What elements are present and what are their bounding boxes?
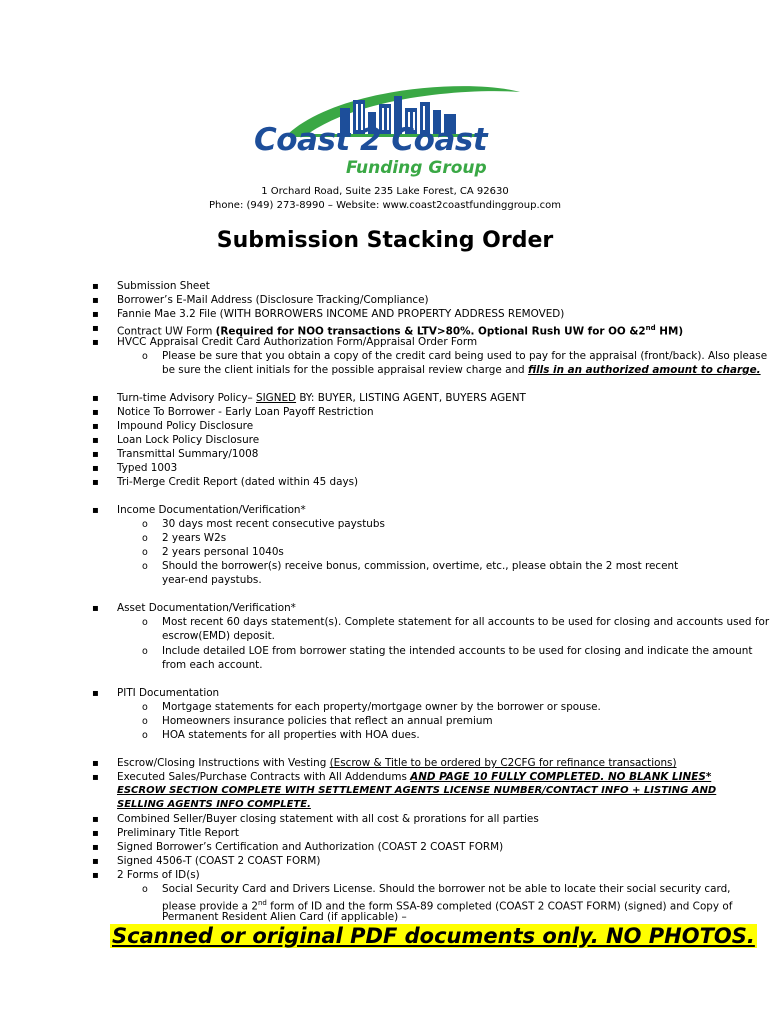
bullet-marker [92, 756, 99, 771]
bullet-marker [92, 475, 99, 490]
sub-list-item: Most recent 60 days statement(s). Complete statement for all accounts to be used for closing and accounts used for [162, 616, 770, 628]
bullet-marker [92, 503, 99, 518]
page-title: Submission Stacking Order [216, 228, 554, 253]
sub-bullet-marker [142, 531, 148, 546]
bullet-marker [92, 840, 99, 855]
bullet-marker [92, 293, 99, 308]
item-text: please provide a 2 [162, 900, 258, 913]
item-emphasis-text: AND PAGE 10 FULLY COMPLETED. NO BLANK LINES* [410, 771, 712, 783]
bullet-marker [92, 868, 99, 883]
sub-list-item: Mortgage statements for each property/mortgage owner by the borrower or spouse. [162, 701, 601, 713]
company-contact: Phone: (949) 273-8990 – Website: www.coast2coastfundinggroup.com [208, 200, 561, 211]
item-text: Executed Sales/Purchase Contracts with All Addendums [117, 771, 411, 783]
bullet-marker [92, 601, 99, 616]
list-item: PITI Documentation [117, 687, 220, 699]
sub-list-item: Include detailed LOE from borrower stating the intended accounts to be used for closing and indicate the amount [162, 645, 753, 657]
item-text: Contract UW Form [117, 325, 216, 338]
item-underline-text: SIGNED [256, 392, 297, 404]
list-item: Transmittal Summary/1008 [117, 448, 259, 460]
list-item: Impound Policy Disclosure [117, 420, 254, 432]
sub-list-item: 30 days most recent consecutive paystubs [162, 518, 385, 530]
bullet-marker [92, 279, 99, 294]
company-address: 1 Orchard Road, Suite 235 Lake Forest, CA 92630 [261, 186, 509, 197]
footer-note: Scanned or original PDF documents only. NO PHOTOS. [112, 924, 755, 948]
bullet-marker [92, 854, 99, 869]
sub-list-item-cont: escrow(EMD) deposit. [162, 630, 275, 642]
item-underline-text: (Escrow & Title to be ordered by C2CFG for refinance transactions) [329, 757, 677, 769]
sub-list-item-cont: year-end paystubs. [162, 574, 262, 586]
list-item: Submission Sheet [117, 280, 210, 292]
bullet-marker [92, 447, 99, 462]
list-item: Preliminary Title Report [117, 827, 239, 839]
sub-list-item: 2 years W2s [162, 532, 227, 544]
bullet-marker [92, 461, 99, 476]
sub-bullet-marker [142, 517, 148, 532]
list-item [117, 770, 711, 784]
item-text: Escrow/Closing Instructions with Vesting [117, 757, 330, 769]
sub-list-item: Should the borrower(s) receive bonus, commission, overtime, etc., please obtain the 2 most recent [162, 560, 679, 572]
item-superscript: nd [257, 899, 267, 907]
bullet-marker [92, 686, 99, 701]
list-item: Income Documentation/Verification* [117, 504, 306, 516]
list-item: Notice To Borrower - Early Loan Payoff Restriction [117, 406, 374, 418]
item-text: BY: BUYER, LISTING AGENT, BUYERS AGENT [296, 392, 526, 404]
bullet-marker [92, 419, 99, 434]
bullet-marker [92, 433, 99, 448]
sub-list-item: HOA statements for all properties with HOA dues. [162, 729, 420, 741]
bullet-marker [92, 812, 99, 827]
item-text: be sure the client initials for the possible appraisal review charge and [162, 364, 528, 376]
sub-bullet-marker [142, 644, 148, 659]
list-item: Fannie Mae 3.2 File (WITH BORROWERS INCOME AND PROPERTY ADDRESS REMOVED) [117, 308, 565, 320]
list-item: HVCC Appraisal Credit Card Authorization Form/Appraisal Order Form [117, 336, 478, 348]
list-item: 2 Forms of ID(s) [117, 869, 200, 881]
logo-line2: Funding Group [346, 158, 487, 178]
item-text: Turn-time Advisory Policy– [117, 392, 256, 404]
list-item [117, 756, 677, 770]
sub-bullet-marker [142, 700, 148, 715]
bullet-marker [92, 335, 99, 350]
sub-list-item: Homeowners insurance policies that reflect an annual premium [162, 715, 493, 727]
sub-list-item-cont [162, 363, 761, 377]
list-item: Signed 4506-T (COAST 2 COAST FORM) [117, 855, 321, 867]
item-bold-text: (Required for NOO transactions & LTV>80%. Optional Rush UW for OO &2 [215, 325, 646, 338]
list-item: Borrower’s E-Mail Address (Disclosure Tracking/Compliance) [117, 294, 429, 306]
list-item: Loan Lock Policy Disclosure [117, 434, 260, 446]
sub-list-item: Please be sure that you obtain a copy of the credit card being used to pay for the appraisal (front/back). Also please [162, 350, 768, 362]
list-item: Typed 1003 [117, 462, 178, 474]
company-logo [248, 78, 524, 182]
bullet-marker [92, 405, 99, 420]
sub-list-item-cont: Permanent Resident Alien Card (if applicable) – [162, 911, 407, 923]
sub-bullet-marker [142, 559, 148, 574]
list-item: Combined Seller/Buyer closing statement with all cost & prorations for all parties [117, 813, 539, 825]
item-text: form of ID and the form SSA-89 completed (COAST 2 COAST FORM) (signed) and Copy of [266, 900, 733, 913]
item-emphasis-text: fills in an authorized amount to charge. [527, 364, 761, 376]
item-superscript: nd [645, 324, 656, 332]
bullet-marker [92, 826, 99, 841]
item-bold-text: HM) [655, 325, 684, 338]
list-item: Signed Borrower’s Certification and Authorization (COAST 2 COAST FORM) [117, 841, 504, 853]
sub-list-item: Social Security Card and Drivers License. Should the borrower not be able to locate their social security card, [162, 883, 731, 895]
sub-bullet-marker [142, 714, 148, 729]
logo-line1: Coast 2 Coast [254, 122, 488, 158]
bullet-marker [92, 321, 99, 336]
sub-list-item-cont: from each account. [162, 659, 263, 671]
list-item: Asset Documentation/Verification* [117, 602, 296, 614]
list-item-cont: SELLING AGENTS INFO COMPLETE. [117, 799, 311, 810]
sub-bullet-marker [142, 349, 148, 364]
sub-bullet-marker [142, 882, 148, 897]
list-item-cont: ESCROW SECTION COMPLETE WITH SETTLEMENT AGENTS LICENSE NUMBER/CONTACT INFO + LISTING AND [117, 785, 717, 796]
sub-bullet-marker [142, 728, 148, 743]
bullet-marker [92, 770, 99, 785]
sub-bullet-marker [142, 545, 148, 560]
bullet-marker [92, 391, 99, 406]
sub-list-item: 2 years personal 1040s [162, 546, 284, 558]
list-item [117, 391, 526, 405]
list-item: Tri-Merge Credit Report (dated within 45 days) [117, 476, 359, 488]
sub-bullet-marker [142, 615, 148, 630]
bullet-marker [92, 307, 99, 322]
